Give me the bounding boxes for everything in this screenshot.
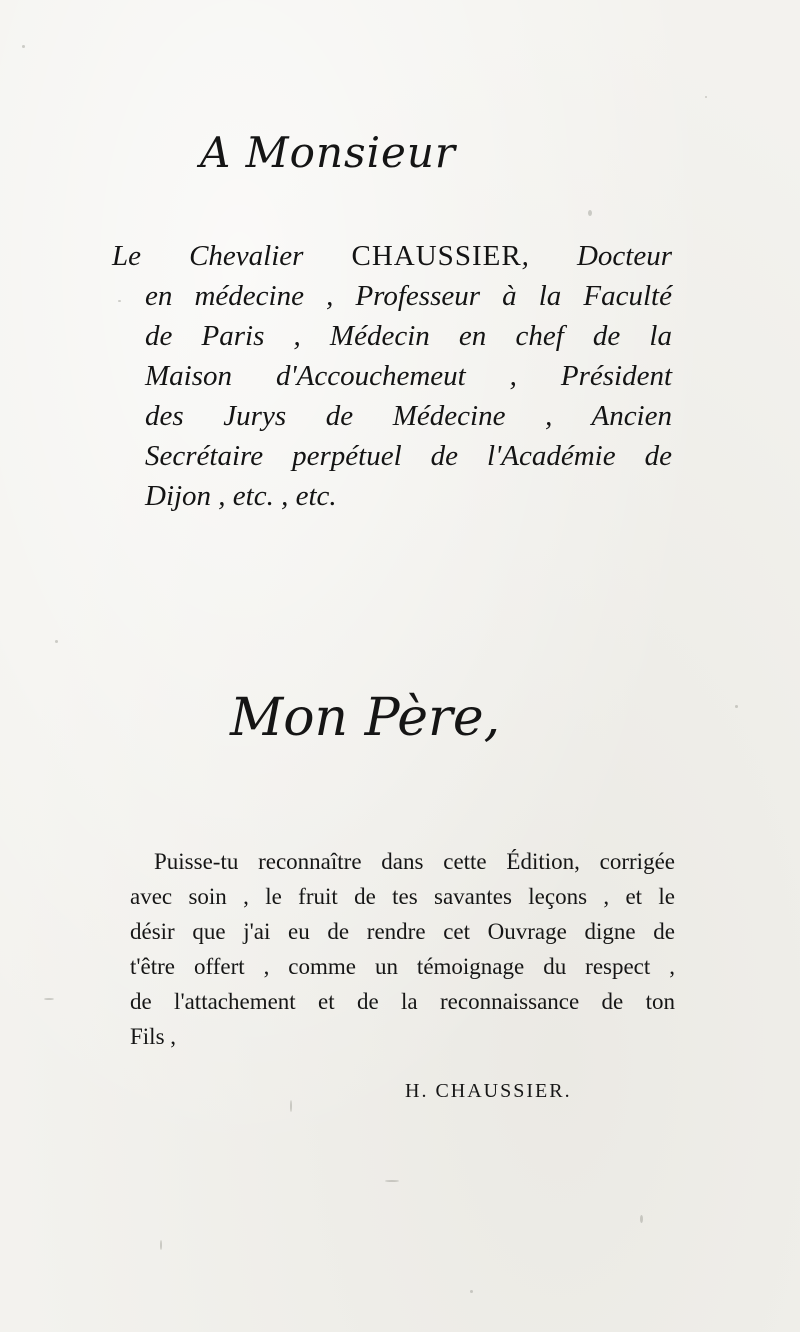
paper-speck bbox=[470, 1290, 473, 1293]
salutation: Mon Père, bbox=[230, 688, 501, 748]
letter-line: avec soin , le fruit de tes savantes leçons , et le bbox=[130, 884, 675, 909]
letter-line: de l'attachement et de la reconnaissance de ton bbox=[130, 989, 675, 1014]
dedication-prefix: Le Chevalier bbox=[112, 240, 304, 272]
letter-line: t'être offert , comme un témoignage du respect , bbox=[130, 954, 675, 979]
dedication-line: de Paris , Médecin en chef de la bbox=[145, 320, 672, 352]
letter-line: Fils , bbox=[130, 1024, 177, 1049]
dedicatee-name: CHAUSSIER bbox=[351, 240, 522, 272]
dedication-block bbox=[112, 236, 672, 516]
letter-line: Puisse-tu reconnaître dans cette Édition, corrigée bbox=[154, 849, 675, 874]
dedication-line bbox=[112, 236, 672, 276]
paper-speck bbox=[44, 998, 54, 1000]
paper-speck bbox=[385, 1180, 399, 1182]
paper-speck bbox=[588, 210, 592, 216]
paper-speck bbox=[55, 640, 58, 643]
dedication-line: Secrétaire perpétuel de l'Académie de bbox=[145, 440, 672, 472]
dedication-line: en médecine , Professeur à la Faculté bbox=[145, 280, 672, 312]
paper-speck bbox=[640, 1215, 643, 1223]
paper-speck bbox=[705, 96, 707, 98]
dedication-heading: A Monsieur bbox=[200, 128, 456, 177]
dedication-line: Dijon , etc. , etc. bbox=[145, 480, 337, 512]
letter-line: désir que j'ai eu de rendre cet Ouvrage digne de bbox=[130, 919, 675, 944]
dedication-line: Maison d'Accouchemeut , Président bbox=[145, 360, 672, 392]
paper-speck bbox=[22, 45, 25, 48]
paper-speck bbox=[290, 1100, 292, 1112]
paper-speck bbox=[160, 1240, 162, 1250]
letter-body bbox=[130, 844, 675, 1054]
signature: H. CHAUSSIER. bbox=[405, 1080, 572, 1102]
dedication-line: des Jurys de Médecine , Ancien bbox=[145, 400, 672, 432]
paper-speck bbox=[735, 705, 738, 708]
dedication-suffix: , Docteur bbox=[521, 240, 673, 272]
